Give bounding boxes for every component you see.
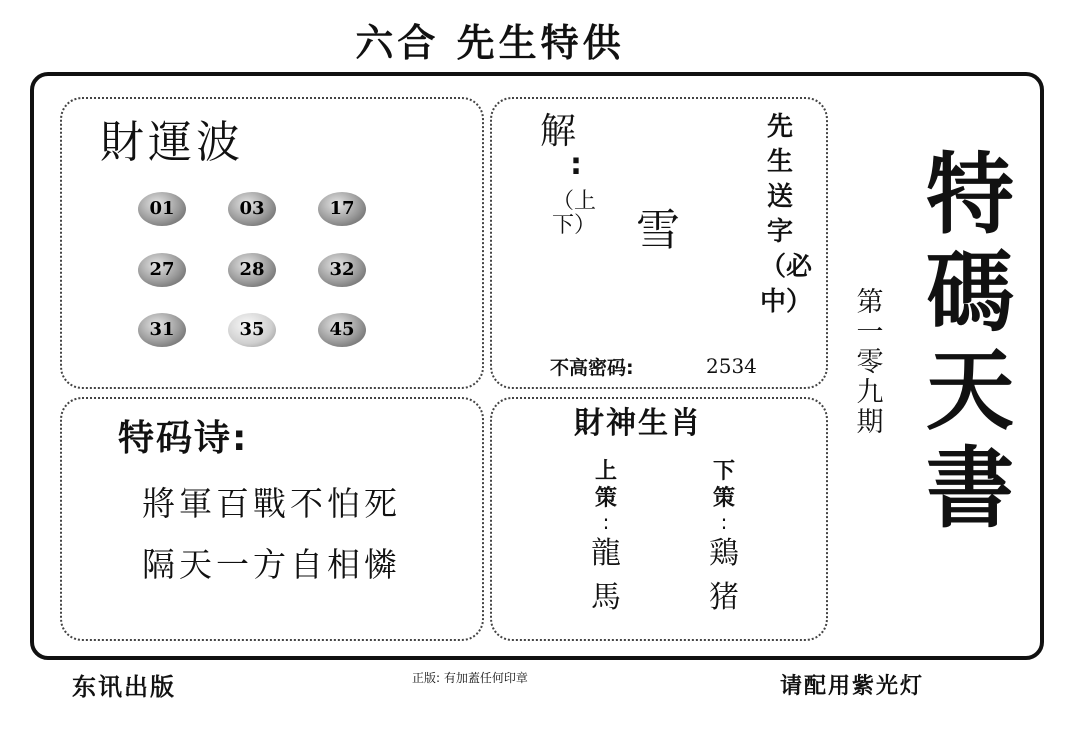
- secret-code-label: 不高密码:: [550, 357, 634, 379]
- lottery-ball: 45: [318, 313, 366, 347]
- lower-colon: :: [720, 510, 728, 534]
- footer-notice: 正版: 有加蓋任何印章: [412, 671, 528, 685]
- footer-uv-note: 请配用紫光灯: [780, 674, 925, 699]
- lottery-ball: 27: [138, 253, 186, 287]
- wealth-wave-title: 財運波: [100, 117, 244, 168]
- main-title: 特碼天書: [925, 142, 1014, 540]
- lottery-ball: 28: [228, 253, 276, 287]
- poem-line: 將軍百戰不怕死: [142, 484, 401, 523]
- riddle-label: 解: [540, 111, 577, 152]
- poem-line: 隔天一方自相憐: [142, 545, 401, 584]
- lottery-ball: 32: [318, 253, 366, 287]
- zodiac-title: 財神生肖: [574, 406, 702, 441]
- upper-strategy-label: 上策: [594, 459, 617, 511]
- header-title: 六合 先生特供: [355, 21, 625, 65]
- lower-animal: 鶏: [709, 536, 739, 571]
- issue-number: 第一零九期: [856, 287, 884, 438]
- lottery-ball: 03: [228, 192, 276, 226]
- zodiac-upper-column: [588, 458, 624, 620]
- zodiac-lower-column: [706, 458, 742, 620]
- upper-animal: 龍: [591, 536, 621, 571]
- upper-colon: :: [602, 510, 610, 534]
- riddle-hint: （上下）: [552, 189, 597, 238]
- upper-animal: 馬: [591, 580, 621, 615]
- master-gift-word-title: 先生送字（必中）: [760, 112, 813, 317]
- lottery-ball: 31: [138, 313, 186, 347]
- lottery-ball: 17: [318, 192, 366, 226]
- poem-title: 特码诗:: [118, 418, 249, 459]
- lottery-ball: 01: [138, 192, 186, 226]
- footer-publisher: 东讯出版: [72, 673, 176, 701]
- secret-code-value: 2534: [706, 354, 757, 378]
- riddle-word: 雪: [636, 205, 680, 256]
- lower-animal: 猪: [709, 580, 739, 615]
- riddle-colon: :: [570, 147, 582, 182]
- lottery-ball: 35: [228, 313, 276, 347]
- lower-strategy-label: 下策: [712, 459, 735, 511]
